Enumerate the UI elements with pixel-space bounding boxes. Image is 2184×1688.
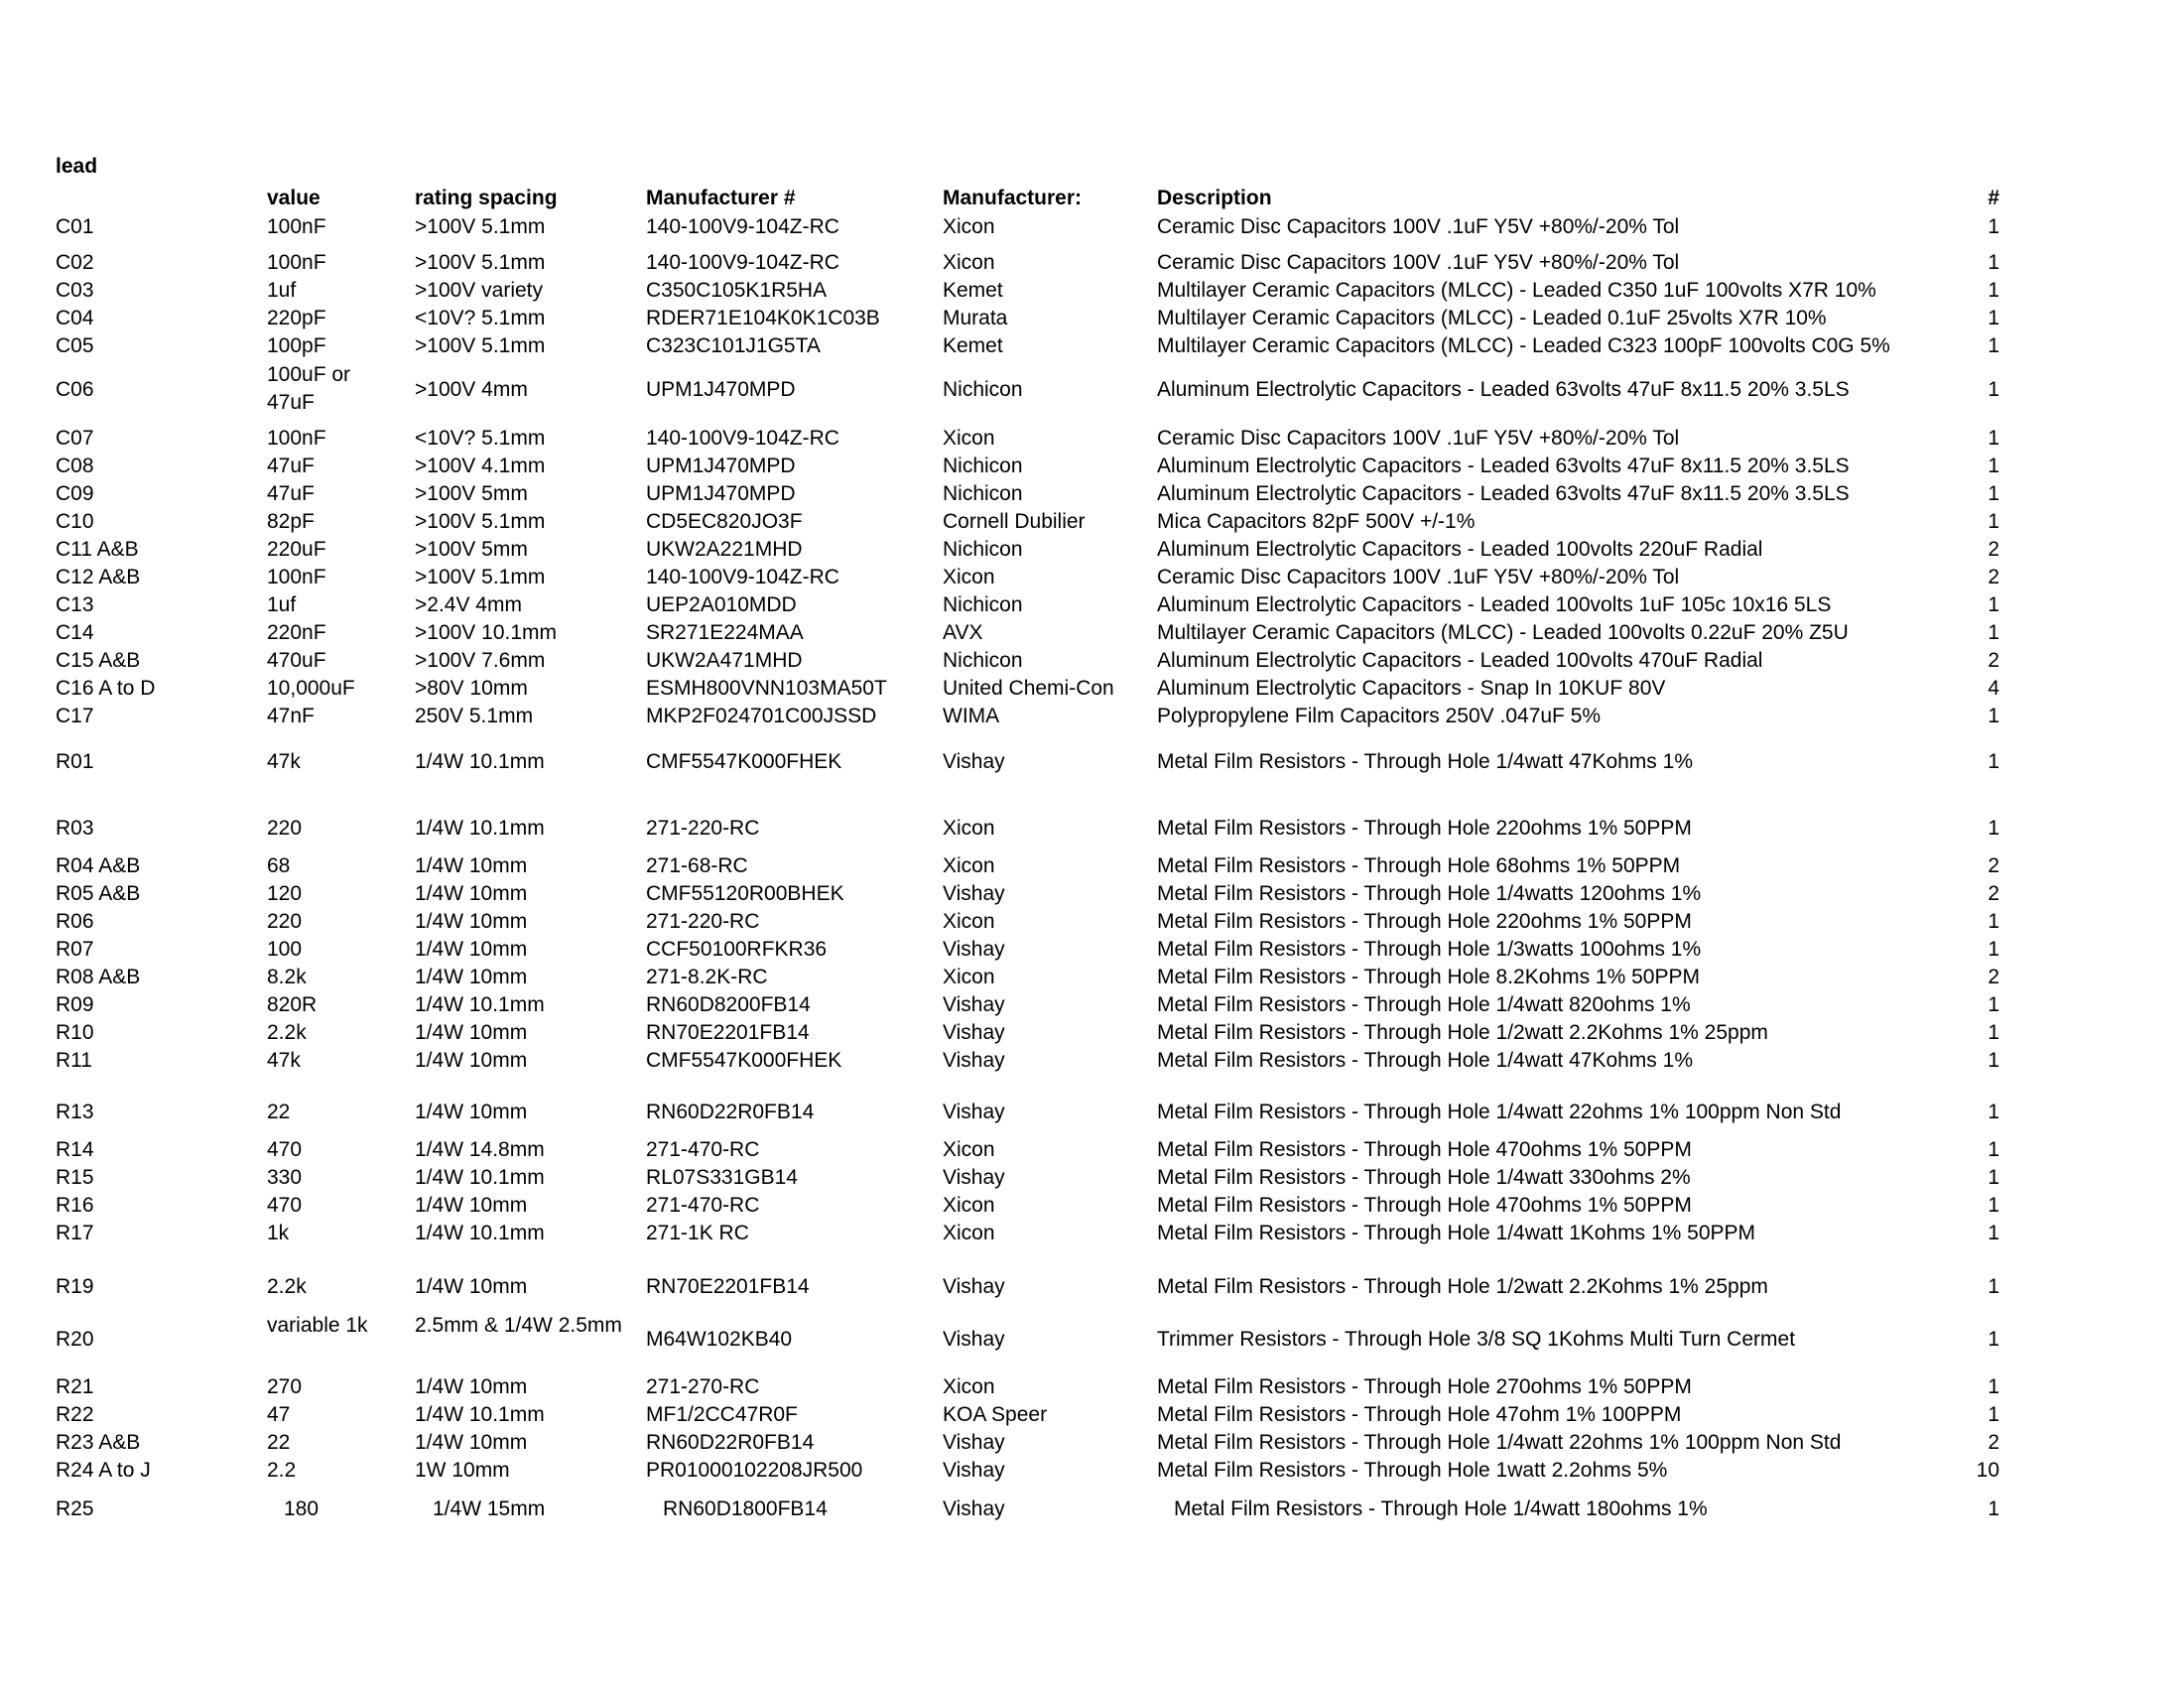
rating-spacing: 1/4W 10mm <box>415 1275 528 1298</box>
component-value: 2.2k <box>267 1021 307 1044</box>
quantity: 1 <box>1988 334 1999 357</box>
ref-designator: C08 <box>56 454 94 477</box>
manufacturer-part-number: CD5EC820JO3F <box>646 510 803 533</box>
part-description: Metal Film Resistors - Through Hole 220ohms 1% 50PPM <box>1157 910 1692 933</box>
quantity: 1 <box>1988 1328 1999 1351</box>
component-value: 100pF <box>267 334 326 357</box>
manufacturer-part-number: CMF5547K000FHEK <box>646 1049 842 1072</box>
rating-spacing: 1/4W 10mm <box>415 1375 528 1398</box>
rating-spacing: >80V 10mm <box>415 677 528 700</box>
manufacturer-part-number: C350C105K1R5HA <box>646 279 828 302</box>
ref-designator: C16 A to D <box>56 677 156 700</box>
part-description: Metal Film Resistors - Through Hole 8.2Kohms 1% 50PPM <box>1157 966 1700 988</box>
ref-designator: R17 <box>56 1222 94 1244</box>
manufacturer-part-number: RN60D8200FB14 <box>646 993 811 1016</box>
component-value: variable 1k <box>267 1314 368 1337</box>
manufacturer-name: Xicon <box>943 1375 995 1398</box>
component-value: 68 <box>267 854 291 877</box>
quantity: 2 <box>1988 538 1999 561</box>
manufacturer-part-number: UEP2A010MDD <box>646 593 797 616</box>
quantity: 1 <box>1988 1166 1999 1189</box>
ref-designator: C04 <box>56 307 94 329</box>
component-value: 100uF or 47uF <box>267 363 351 414</box>
part-description: Metal Film Resistors - Through Hole 1/4watt 47Kohms 1% <box>1157 1049 1693 1072</box>
rating-spacing: 1/4W 10.1mm <box>415 1222 545 1244</box>
part-description: Metal Film Resistors - Through Hole 470ohms 1% 50PPM <box>1157 1194 1692 1217</box>
manufacturer-name: Xicon <box>943 215 995 238</box>
quantity: 1 <box>1988 1049 1999 1072</box>
ref-designator: R05 A&B <box>56 882 141 905</box>
manufacturer-part-number: 271-270-RC <box>646 1375 760 1398</box>
header-manufacturer-number: Manufacturer # <box>646 187 796 209</box>
part-description: Trimmer Resistors - Through Hole 3/8 SQ 1Kohms Multi Turn Cermet <box>1157 1328 1796 1351</box>
part-description: Ceramic Disc Capacitors 100V .1uF Y5V +80%/-20% Tol <box>1157 427 1680 450</box>
ref-designator: C13 <box>56 593 94 616</box>
quantity: 1 <box>1988 1138 1999 1161</box>
part-description: Aluminum Electrolytic Capacitors - Leaded 63volts 47uF 8x11.5 20% 3.5LS <box>1157 454 1850 477</box>
component-value: 470 <box>267 1138 303 1161</box>
part-description: Metal Film Resistors - Through Hole 1/4watt 22ohms 1% 100ppm Non Std <box>1157 1431 1842 1454</box>
manufacturer-name: Vishay <box>943 1497 1005 1520</box>
quantity: 1 <box>1988 910 1999 933</box>
component-value: 8.2k <box>267 966 307 988</box>
quantity: 1 <box>1988 993 1999 1016</box>
rating-spacing: >100V 10.1mm <box>415 621 558 644</box>
component-value: 180 <box>284 1497 320 1520</box>
component-value: 47k <box>267 1049 301 1072</box>
rating-spacing: >100V 5.1mm <box>415 510 546 533</box>
component-value: 47 <box>267 1403 291 1426</box>
component-value: 1uf <box>267 593 297 616</box>
part-description: Metal Film Resistors - Through Hole 1/4watt 820ohms 1% <box>1157 993 1691 1016</box>
component-value: 2.2k <box>267 1275 307 1298</box>
component-value: 470 <box>267 1194 303 1217</box>
manufacturer-part-number: 140-100V9-104Z-RC <box>646 427 839 450</box>
part-description: Multilayer Ceramic Capacitors (MLCC) - Leaded C350 1uF 100volts X7R 10% <box>1157 279 1876 302</box>
manufacturer-part-number: 271-220-RC <box>646 910 760 933</box>
manufacturer-name: Cornell Dubilier <box>943 510 1086 533</box>
rating-spacing: 1/4W 10mm <box>415 1194 528 1217</box>
ref-designator: R19 <box>56 1275 94 1298</box>
part-description: Metal Film Resistors - Through Hole 47ohm 1% 100PPM <box>1157 1403 1682 1426</box>
component-value: 220pF <box>267 307 326 329</box>
ref-designator: R14 <box>56 1138 94 1161</box>
rating-spacing: 1/4W 10mm <box>415 1101 528 1123</box>
manufacturer-part-number: RN60D22R0FB14 <box>646 1101 815 1123</box>
quantity: 1 <box>1988 593 1999 616</box>
manufacturer-part-number: 271-220-RC <box>646 817 760 840</box>
rating-spacing: <10V? 5.1mm <box>415 427 546 450</box>
component-value: 22 <box>267 1431 291 1454</box>
quantity: 1 <box>1988 215 1999 238</box>
part-description: Ceramic Disc Capacitors 100V .1uF Y5V +80%/-20% Tol <box>1157 251 1680 274</box>
ref-designator: R10 <box>56 1021 94 1044</box>
rating-spacing: 1/4W 10mm <box>415 938 528 961</box>
manufacturer-part-number: RL07S331GB14 <box>646 1166 798 1189</box>
rating-spacing: >2.4V 4mm <box>415 593 522 616</box>
quantity: 1 <box>1988 1021 1999 1044</box>
part-description: Aluminum Electrolytic Capacitors - Leaded 100volts 470uF Radial <box>1157 649 1763 672</box>
rating-spacing: >100V 4mm <box>415 378 528 401</box>
rating-spacing: >100V 5mm <box>415 482 528 505</box>
component-value: 470uF <box>267 649 326 672</box>
manufacturer-name: Vishay <box>943 1431 1005 1454</box>
manufacturer-name: Kemet <box>943 334 1003 357</box>
part-description: Metal Film Resistors - Through Hole 1/4watt 1Kohms 1% 50PPM <box>1157 1222 1756 1244</box>
ref-designator: R04 A&B <box>56 854 141 877</box>
manufacturer-name: Xicon <box>943 854 995 877</box>
ref-designator: C12 A&B <box>56 566 141 588</box>
part-description: Metal Film Resistors - Through Hole 1/4watt 180ohms 1% <box>1174 1497 1708 1520</box>
quantity: 1 <box>1988 427 1999 450</box>
manufacturer-part-number: 140-100V9-104Z-RC <box>646 251 839 274</box>
manufacturer-name: Xicon <box>943 566 995 588</box>
rating-spacing: 1/4W 10mm <box>415 1049 528 1072</box>
rating-spacing: >100V 5.1mm <box>415 334 546 357</box>
part-description: Metal Film Resistors - Through Hole 1/2watt 2.2Kohms 1% 25ppm <box>1157 1275 1768 1298</box>
component-value: 47nF <box>267 705 315 727</box>
quantity: 1 <box>1988 307 1999 329</box>
quantity: 2 <box>1988 882 1999 905</box>
component-value: 100nF <box>267 427 326 450</box>
component-value: 100nF <box>267 251 326 274</box>
manufacturer-part-number: 271-470-RC <box>646 1138 760 1161</box>
quantity: 1 <box>1988 1194 1999 1217</box>
rating-spacing: >100V 4.1mm <box>415 454 546 477</box>
part-description: Aluminum Electrolytic Capacitors - Leaded 63volts 47uF 8x11.5 20% 3.5LS <box>1157 482 1850 505</box>
ref-designator: R06 <box>56 910 94 933</box>
manufacturer-part-number: ESMH800VNN103MA50T <box>646 677 887 700</box>
part-description: Metal Film Resistors - Through Hole 270ohms 1% 50PPM <box>1157 1375 1692 1398</box>
quantity: 4 <box>1988 677 1999 700</box>
rating-spacing: 1/4W 10.1mm <box>415 993 545 1016</box>
manufacturer-part-number: 140-100V9-104Z-RC <box>646 566 839 588</box>
quantity: 2 <box>1988 649 1999 672</box>
manufacturer-name: Vishay <box>943 750 1005 773</box>
ref-designator: C17 <box>56 705 94 727</box>
ref-designator: C10 <box>56 510 94 533</box>
manufacturer-name: Nichicon <box>943 538 1023 561</box>
part-description: Metal Film Resistors - Through Hole 1/3watts 100ohms 1% <box>1157 938 1702 961</box>
header-quantity: # <box>1988 187 1999 209</box>
quantity: 1 <box>1988 938 1999 961</box>
manufacturer-name: Xicon <box>943 427 995 450</box>
manufacturer-part-number: 271-8.2K-RC <box>646 966 768 988</box>
manufacturer-name: United Chemi-Con <box>943 677 1114 700</box>
quantity: 1 <box>1988 1101 1999 1123</box>
manufacturer-name: Vishay <box>943 1021 1005 1044</box>
manufacturer-name: Xicon <box>943 910 995 933</box>
part-description: Metal Film Resistors - Through Hole 470ohms 1% 50PPM <box>1157 1138 1692 1161</box>
manufacturer-name: Xicon <box>943 1222 995 1244</box>
part-description: Ceramic Disc Capacitors 100V .1uF Y5V +80%/-20% Tol <box>1157 566 1680 588</box>
part-description: Aluminum Electrolytic Capacitors - Leaded 63volts 47uF 8x11.5 20% 3.5LS <box>1157 378 1850 401</box>
header-description: Description <box>1157 187 1272 209</box>
ref-designator: R23 A&B <box>56 1431 141 1454</box>
quantity: 1 <box>1988 817 1999 840</box>
component-value: 100 <box>267 938 303 961</box>
rating-spacing: 1/4W 10mm <box>415 966 528 988</box>
manufacturer-name: Vishay <box>943 993 1005 1016</box>
component-value: 2.2 <box>267 1459 297 1482</box>
component-value: 220 <box>267 910 303 933</box>
component-value: 22 <box>267 1101 291 1123</box>
manufacturer-part-number: PR01000102208JR500 <box>646 1459 863 1482</box>
rating-spacing: 1/4W 10mm <box>415 882 528 905</box>
rating-spacing: 1/4W 10mm <box>415 910 528 933</box>
component-value: 220uF <box>267 538 326 561</box>
quantity: 1 <box>1988 1403 1999 1426</box>
rating-spacing: 1/4W 10.1mm <box>415 817 545 840</box>
manufacturer-name: Xicon <box>943 966 995 988</box>
component-value: 82pF <box>267 510 315 533</box>
part-description: Metal Film Resistors - Through Hole 1/2watt 2.2Kohms 1% 25ppm <box>1157 1021 1768 1044</box>
component-value: 47uF <box>267 454 315 477</box>
part-description: Multilayer Ceramic Capacitors (MLCC) - Leaded 100volts 0.22uF 20% Z5U <box>1157 621 1849 644</box>
quantity: 1 <box>1988 378 1999 401</box>
rating-spacing: 1/4W 10.1mm <box>415 1166 545 1189</box>
component-value: 10,000uF <box>267 677 355 700</box>
component-value: 120 <box>267 882 303 905</box>
manufacturer-name: Murata <box>943 307 1008 329</box>
rating-spacing: >100V 7.6mm <box>415 649 546 672</box>
rating-spacing: <10V? 5.1mm <box>415 307 546 329</box>
ref-designator: C03 <box>56 279 94 302</box>
manufacturer-name: Kemet <box>943 279 1003 302</box>
component-value: 47uF <box>267 482 315 505</box>
part-description: Metal Film Resistors - Through Hole 1/4watt 330ohms 2% <box>1157 1166 1691 1189</box>
quantity: 1 <box>1988 1275 1999 1298</box>
rating-spacing: >100V 5.1mm <box>415 566 546 588</box>
component-value: 220 <box>267 817 303 840</box>
part-description: Metal Film Resistors - Through Hole 1/4watt 47Kohms 1% <box>1157 750 1693 773</box>
rating-spacing: 1/4W 10mm <box>415 1431 528 1454</box>
manufacturer-part-number: CMF55120R00BHEK <box>646 882 844 905</box>
quantity: 1 <box>1988 454 1999 477</box>
rating-spacing: >100V 5mm <box>415 538 528 561</box>
quantity: 1 <box>1988 750 1999 773</box>
rating-spacing: 250V 5.1mm <box>415 705 534 727</box>
ref-designator: R20 <box>56 1328 94 1351</box>
rating-spacing: 1/4W 10mm <box>415 1021 528 1044</box>
component-value: 330 <box>267 1166 303 1189</box>
manufacturer-part-number: MF1/2CC47R0F <box>646 1403 798 1426</box>
quantity: 1 <box>1988 621 1999 644</box>
ref-designator: R22 <box>56 1403 94 1426</box>
ref-designator: C02 <box>56 251 94 274</box>
manufacturer-name: Vishay <box>943 1459 1005 1482</box>
manufacturer-part-number: MKP2F024701C00JSSD <box>646 705 877 727</box>
manufacturer-part-number: 271-68-RC <box>646 854 748 877</box>
manufacturer-name: Xicon <box>943 817 995 840</box>
ref-designator: C15 A&B <box>56 649 141 672</box>
manufacturer-name: Vishay <box>943 882 1005 905</box>
manufacturer-name: Vishay <box>943 1275 1005 1298</box>
manufacturer-name: Nichicon <box>943 482 1023 505</box>
header-value: value <box>267 187 321 209</box>
quantity: 1 <box>1988 279 1999 302</box>
ref-designator: R03 <box>56 817 94 840</box>
ref-designator: R01 <box>56 750 94 773</box>
manufacturer-part-number: UKW2A471MHD <box>646 649 803 672</box>
manufacturer-part-number: CMF5547K000FHEK <box>646 750 842 773</box>
ref-designator: C11 A&B <box>56 538 139 561</box>
manufacturer-name: KOA Speer <box>943 1403 1048 1426</box>
quantity: 1 <box>1988 1497 1999 1520</box>
part-description: Aluminum Electrolytic Capacitors - Leaded 100volts 1uF 105c 10x16 5LS <box>1157 593 1832 616</box>
ref-designator: C07 <box>56 427 94 450</box>
manufacturer-name: Xicon <box>943 1138 995 1161</box>
rating-spacing: 1/4W 15mm <box>433 1497 546 1520</box>
header-manufacturer: Manufacturer: <box>943 187 1083 209</box>
component-value: 1uf <box>267 279 297 302</box>
manufacturer-part-number: RN70E2201FB14 <box>646 1021 810 1044</box>
manufacturer-name: Vishay <box>943 1328 1005 1351</box>
manufacturer-part-number: UPM1J470MPD <box>646 454 796 477</box>
part-description: Aluminum Electrolytic Capacitors - Leaded 100volts 220uF Radial <box>1157 538 1763 561</box>
quantity: 2 <box>1988 854 1999 877</box>
rating-spacing: 1W 10mm <box>415 1459 510 1482</box>
header-rating-spacing: rating spacing <box>415 187 558 209</box>
quantity: 1 <box>1988 705 1999 727</box>
quantity: 2 <box>1988 566 1999 588</box>
manufacturer-part-number: RN70E2201FB14 <box>646 1275 810 1298</box>
ref-designator: C14 <box>56 621 94 644</box>
component-value: 100nF <box>267 215 326 238</box>
manufacturer-part-number: SR271E224MAA <box>646 621 804 644</box>
part-description: Metal Film Resistors - Through Hole 1/4watt 22ohms 1% 100ppm Non Std <box>1157 1101 1842 1123</box>
ref-designator: C05 <box>56 334 94 357</box>
manufacturer-name: Vishay <box>943 938 1005 961</box>
component-value: 47k <box>267 750 301 773</box>
manufacturer-name: Vishay <box>943 1101 1005 1123</box>
part-description: Metal Film Resistors - Through Hole 220ohms 1% 50PPM <box>1157 817 1692 840</box>
component-value: 100nF <box>267 566 326 588</box>
part-description: Multilayer Ceramic Capacitors (MLCC) - Leaded C323 100pF 100volts C0G 5% <box>1157 334 1890 357</box>
ref-designator: R21 <box>56 1375 94 1398</box>
part-description: Metal Film Resistors - Through Hole 1/4watts 120ohms 1% <box>1157 882 1702 905</box>
ref-designator: R25 <box>56 1497 94 1520</box>
ref-designator: R24 A to J <box>56 1459 151 1482</box>
manufacturer-part-number: 140-100V9-104Z-RC <box>646 215 839 238</box>
quantity: 2 <box>1988 1431 1999 1454</box>
ref-designator: R15 <box>56 1166 94 1189</box>
ref-designator: C01 <box>56 215 94 238</box>
manufacturer-part-number: CCF50100RFKR36 <box>646 938 828 961</box>
manufacturer-name: Vishay <box>943 1049 1005 1072</box>
component-value: 220nF <box>267 621 326 644</box>
part-description: Metal Film Resistors - Through Hole 1watt 2.2ohms 5% <box>1157 1459 1668 1482</box>
manufacturer-part-number: RDER71E104K0K1C03B <box>646 307 880 329</box>
rating-spacing: 1/4W 10mm <box>415 854 528 877</box>
manufacturer-part-number: UPM1J470MPD <box>646 482 796 505</box>
part-description: Ceramic Disc Capacitors 100V .1uF Y5V +80%/-20% Tol <box>1157 215 1680 238</box>
component-value: 1k <box>267 1222 290 1244</box>
manufacturer-part-number: 271-1K RC <box>646 1222 749 1244</box>
manufacturer-part-number: UPM1J470MPD <box>646 378 796 401</box>
quantity: 1 <box>1988 482 1999 505</box>
part-description: Multilayer Ceramic Capacitors (MLCC) - Leaded 0.1uF 25volts X7R 10% <box>1157 307 1827 329</box>
ref-designator: R07 <box>56 938 94 961</box>
quantity: 1 <box>1988 1375 1999 1398</box>
quantity: 2 <box>1988 966 1999 988</box>
part-description: Metal Film Resistors - Through Hole 68ohms 1% 50PPM <box>1157 854 1681 877</box>
rating-spacing: 1/4W 14.8mm <box>415 1138 545 1161</box>
manufacturer-part-number: C323C101J1G5TA <box>646 334 821 357</box>
quantity: 10 <box>1976 1459 1999 1482</box>
quantity: 1 <box>1988 1222 1999 1244</box>
part-description: Polypropylene Film Capacitors 250V .047uF 5% <box>1157 705 1602 727</box>
rating-spacing: >100V 5.1mm <box>415 251 546 274</box>
part-description: Mica Capacitors 82pF 500V +/-1% <box>1157 510 1476 533</box>
ref-designator: R08 A&B <box>56 966 141 988</box>
rating-spacing: 1/4W 10.1mm <box>415 750 545 773</box>
rating-spacing: 2.5mm & 1/4W 2.5mm <box>415 1314 622 1337</box>
manufacturer-part-number: UKW2A221MHD <box>646 538 803 561</box>
manufacturer-name: Nichicon <box>943 593 1023 616</box>
ref-designator: R16 <box>56 1194 94 1217</box>
ref-designator: C06 <box>56 378 94 401</box>
manufacturer-name: Xicon <box>943 251 995 274</box>
manufacturer-name: AVX <box>943 621 983 644</box>
manufacturer-part-number: M64W102KB40 <box>646 1328 793 1351</box>
quantity: 1 <box>1988 510 1999 533</box>
section-label: lead <box>56 155 98 178</box>
manufacturer-name: WIMA <box>943 705 1000 727</box>
manufacturer-name: Nichicon <box>943 649 1023 672</box>
manufacturer-name: Nichicon <box>943 378 1023 401</box>
component-value: 820R <box>267 993 318 1016</box>
part-description: Aluminum Electrolytic Capacitors - Snap In 10KUF 80V <box>1157 677 1666 700</box>
manufacturer-name: Xicon <box>943 1194 995 1217</box>
manufacturer-name: Nichicon <box>943 454 1023 477</box>
manufacturer-part-number: RN60D1800FB14 <box>663 1497 828 1520</box>
ref-designator: C09 <box>56 482 94 505</box>
component-value: 270 <box>267 1375 303 1398</box>
rating-spacing: 1/4W 10.1mm <box>415 1403 545 1426</box>
manufacturer-name: Vishay <box>943 1166 1005 1189</box>
ref-designator: R13 <box>56 1101 94 1123</box>
ref-designator: R11 <box>56 1049 92 1072</box>
rating-spacing: >100V 5.1mm <box>415 215 546 238</box>
quantity: 1 <box>1988 251 1999 274</box>
manufacturer-part-number: 271-470-RC <box>646 1194 760 1217</box>
ref-designator: R09 <box>56 993 94 1016</box>
manufacturer-part-number: RN60D22R0FB14 <box>646 1431 815 1454</box>
rating-spacing: >100V variety <box>415 279 543 302</box>
